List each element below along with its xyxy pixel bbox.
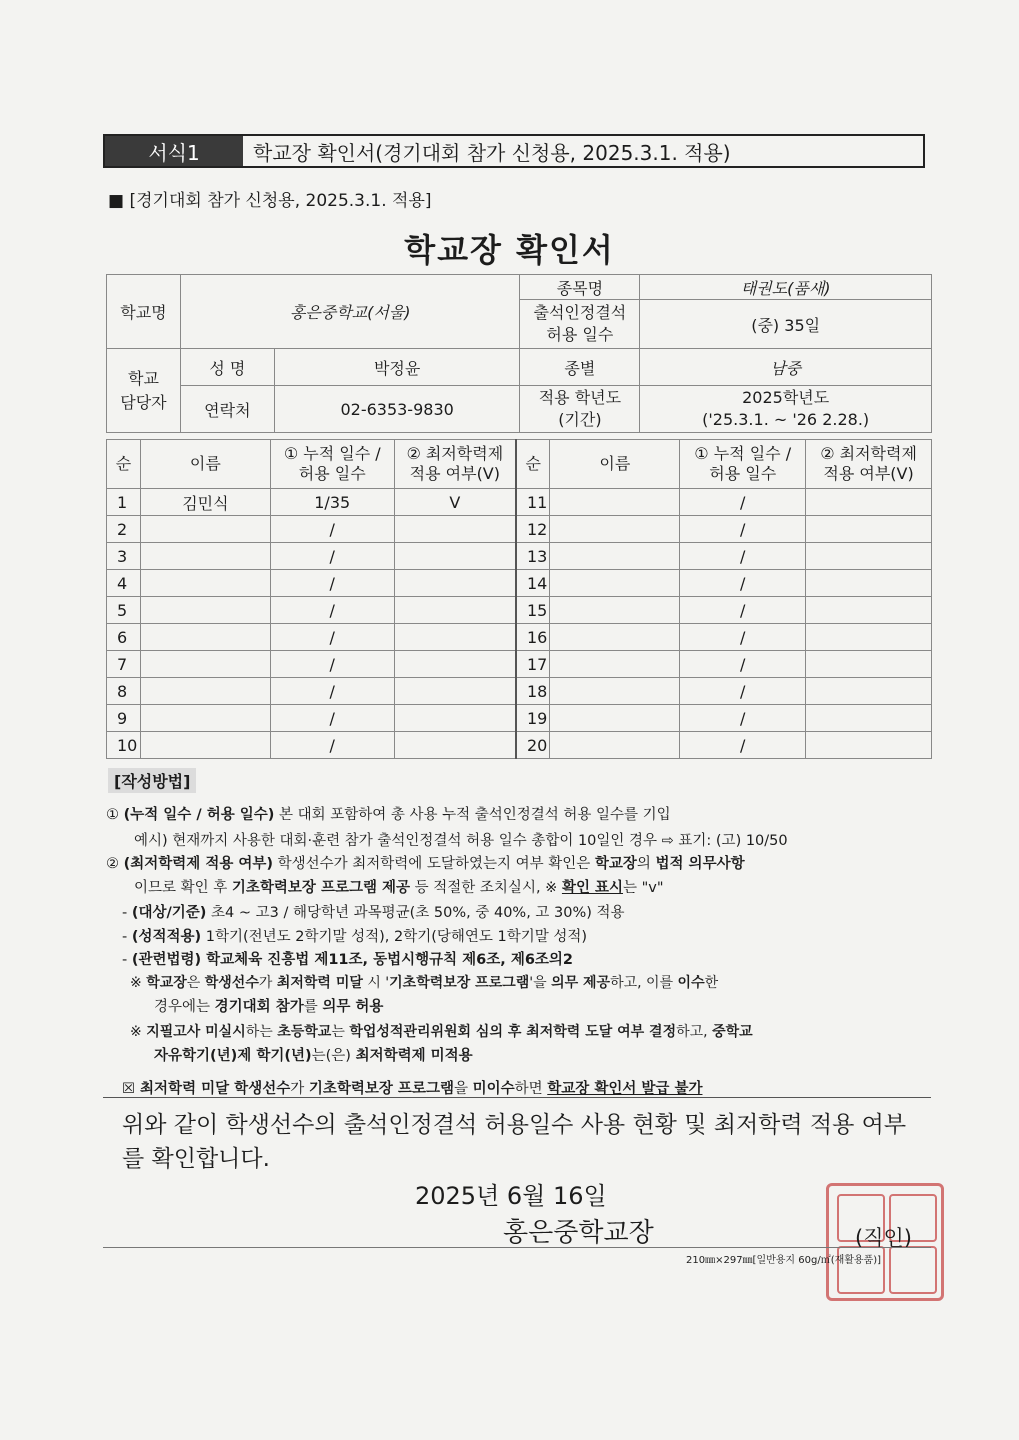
howto-10f: 학업성적관리위원회 심의 후 최저학력 도달 여부 결정 — [349, 1024, 677, 1040]
table-row — [107, 651, 932, 678]
cell-l-name — [140, 543, 270, 570]
howto-line-11 — [154, 1044, 473, 1065]
notice-a: 최저학력 미달 학생선수 — [135, 1081, 291, 1097]
col-min-right — [806, 440, 932, 489]
howto-7a: - — [122, 952, 132, 968]
cell-l-days: / — [270, 597, 394, 624]
notice-text — [122, 1077, 702, 1098]
cell-r-days: / — [680, 732, 806, 759]
howto-7b: (관련법령) 학교체육 진흥법 제11조, 동법시행규칙 제6조, 제6조의2 — [131, 952, 574, 968]
col-no-left: 순 — [107, 440, 141, 489]
cell-r-name — [550, 651, 680, 678]
cell-l-min: V — [394, 489, 516, 516]
name-value: 박정윤 — [274, 349, 520, 386]
col-days-right-1: ① 누적 일수 / — [694, 444, 792, 463]
cell-l-days: / — [270, 543, 394, 570]
cell-l-days: 1/35 — [270, 489, 394, 516]
school-value: 홍은중학교(서울) — [180, 275, 520, 349]
cell-l-no: 5 — [107, 597, 141, 624]
notice-c: 기초학력보장 프로그램 — [308, 1081, 454, 1097]
cell-l-min — [394, 570, 516, 597]
cell-r-name — [550, 489, 680, 516]
howto-8h: 기초학력보장 프로그램 — [389, 975, 530, 991]
year-value-2: ('25.3.1. ~ '26 2.28.) — [702, 410, 870, 429]
howto-5a: - — [122, 905, 132, 921]
cell-r-min — [806, 489, 932, 516]
form-title: 학교장 확인서(경기대회 참가 신청용, 2025.3.1. 적용) — [253, 140, 731, 165]
cell-r-name — [550, 678, 680, 705]
howto-5b: (대상/기준) — [131, 905, 207, 921]
table-row — [107, 705, 932, 732]
cell-r-days: / — [680, 570, 806, 597]
howto-2-text: 학생선수가 최저학력에 도달하였는지 여부 확인은 — [273, 856, 595, 872]
col-days-left-1: ① 누적 일수 / — [283, 444, 381, 463]
cell-r-no: 14 — [516, 570, 550, 597]
cell-r-days: / — [680, 543, 806, 570]
issue-date: 2025년 6월 16일 — [415, 1182, 607, 1210]
cell-r-min — [806, 597, 932, 624]
principal-name: 홍은중학교장 — [503, 1218, 654, 1248]
howto-6a: - — [122, 929, 132, 945]
notice-e: 미이수 — [472, 1081, 515, 1097]
circled-2: ② — [106, 856, 124, 872]
cell-l-min — [394, 543, 516, 570]
cell-r-no: 16 — [516, 624, 550, 651]
sub-header: ■ [경기대회 참가 신청용, 2025.3.1. 적용] — [108, 191, 432, 211]
cell-r-min — [806, 624, 932, 651]
contact-value: 02-6353-9830 — [274, 386, 520, 433]
event-value: 태권도(품새) — [640, 275, 932, 300]
cell-l-no: 9 — [107, 705, 141, 732]
cell-r-days: / — [680, 489, 806, 516]
howto-line-8 — [130, 972, 718, 992]
form-header — [103, 134, 925, 168]
howto-9c: 를 — [303, 999, 323, 1015]
cell-r-days: / — [680, 624, 806, 651]
table-row — [107, 516, 932, 543]
cell-r-name — [550, 705, 680, 732]
howto-8m: 한 — [704, 975, 719, 991]
year-value-1: 2025학년도 — [742, 388, 830, 407]
col-no-right: 순 — [516, 440, 550, 489]
howto-line-4 — [134, 876, 664, 897]
howto-line-9 — [154, 995, 383, 1016]
cell-l-name — [140, 570, 270, 597]
col-name-left: 이름 — [140, 440, 270, 489]
cell-r-no: 17 — [516, 651, 550, 678]
cell-r-name — [550, 570, 680, 597]
col-min-left-2: 적용 여부(V) — [409, 464, 500, 483]
howto-8c: 은 — [186, 975, 205, 991]
cell-l-no: 7 — [107, 651, 141, 678]
cell-l-name — [140, 678, 270, 705]
cell-r-days: / — [680, 678, 806, 705]
howto-8d: 학생선수 — [204, 975, 259, 991]
cell-l-name — [140, 732, 270, 759]
howto-2-of: 의 — [636, 856, 656, 872]
cell-l-days: / — [270, 624, 394, 651]
year-label — [520, 386, 640, 433]
name-label: 성 명 — [180, 349, 274, 386]
table-row — [107, 570, 932, 597]
cell-r-no: 19 — [516, 705, 550, 732]
howto-line-6 — [122, 925, 587, 946]
cell-r-name — [550, 732, 680, 759]
year-value — [640, 386, 932, 433]
cell-l-min — [394, 732, 516, 759]
howto-4a: 이므로 확인 후 — [134, 880, 232, 896]
cell-l-min — [394, 651, 516, 678]
cell-l-days: / — [270, 651, 394, 678]
cell-r-min — [806, 651, 932, 678]
cell-l-name — [140, 651, 270, 678]
students-table — [106, 439, 932, 759]
cell-l-days: / — [270, 705, 394, 732]
cell-r-days: / — [680, 516, 806, 543]
circled-1: ① — [106, 807, 124, 823]
cell-l-min — [394, 624, 516, 651]
cell-l-min — [394, 705, 516, 732]
howto-line-7 — [122, 948, 573, 969]
cell-l-days: / — [270, 732, 394, 759]
notice-icon: ☒ — [122, 1081, 135, 1097]
category-value: 남중 — [640, 349, 932, 386]
cell-l-min — [394, 516, 516, 543]
cell-r-no: 15 — [516, 597, 550, 624]
howto-2-duty: 법적 의무사항 — [655, 856, 745, 872]
paper-spec: 210㎜×297㎜[일반용지 60g/㎡(재활용품)] — [686, 1255, 882, 1266]
cell-r-days: / — [680, 651, 806, 678]
howto-2-principal: 학교장 — [594, 856, 637, 872]
col-min-right-1: ② 최저학력제 — [820, 444, 917, 463]
col-days-right — [680, 440, 806, 489]
howto-10e: 는 — [331, 1024, 350, 1040]
info-table — [106, 274, 932, 433]
cell-l-no: 1 — [107, 489, 141, 516]
students-body — [107, 489, 932, 759]
form-number: 서식1 — [105, 136, 243, 166]
table-row — [107, 597, 932, 624]
cell-r-no: 12 — [516, 516, 550, 543]
howto-4c: 등 적절한 조치실시, ※ — [410, 880, 562, 896]
howto-10d: 초등학교 — [277, 1024, 332, 1040]
howto-8f: 최저학력 미달 — [276, 975, 363, 991]
seal-label: (직인) — [855, 1226, 912, 1250]
howto-4e: 는 "v" — [623, 880, 664, 896]
howto-9b: 경기대회 참가 — [214, 999, 304, 1015]
howto-8k: 하고, 이를 — [610, 975, 678, 991]
howto-11b: 는(은) — [311, 1048, 356, 1064]
howto-8l: 이수 — [677, 975, 705, 991]
cell-l-days: / — [270, 678, 394, 705]
document-title: 학교장 확인서 — [404, 231, 615, 269]
cell-l-no: 8 — [107, 678, 141, 705]
cell-r-no: 20 — [516, 732, 550, 759]
howto-10b: 지필고사 미실시 — [146, 1024, 246, 1040]
cell-r-min — [806, 705, 932, 732]
category-label: 종별 — [520, 349, 640, 386]
cell-l-no: 10 — [107, 732, 141, 759]
table-row — [107, 543, 932, 570]
col-days-left-2: 허용 일수 — [298, 464, 366, 483]
howto-10a: ※ — [130, 1024, 147, 1040]
howto-8g: 시 ' — [362, 975, 390, 991]
school-label: 학교명 — [107, 275, 181, 349]
cell-r-min — [806, 570, 932, 597]
howto-9a: 경우에는 — [154, 999, 215, 1015]
cell-l-name — [140, 597, 270, 624]
howto-line-1 — [106, 803, 671, 824]
notice-g: 학교장 확인서 발급 불가 — [547, 1081, 703, 1097]
notice-f: 하면 — [514, 1081, 548, 1097]
cell-l-min — [394, 597, 516, 624]
howto-8e: 가 — [258, 975, 277, 991]
cell-r-days: / — [680, 705, 806, 732]
cell-l-name — [140, 516, 270, 543]
bottom-rule — [103, 1247, 931, 1248]
howto-8b: 학교장 — [146, 975, 187, 991]
howto-4d: 확인 표시 — [561, 880, 624, 896]
howto-10g: 하고, — [676, 1024, 713, 1040]
howto-11a: 자유학기(년)제 학기(년) — [154, 1048, 312, 1064]
howto-1-text: 본 대회 포함하여 총 사용 누적 출석인정결석 허용 일수를 기입 — [274, 807, 671, 823]
cell-l-name — [140, 624, 270, 651]
howto-line-2: 예시) 현재까지 사용한 대회·훈련 참가 출석인정결석 허용 일수 총합이 10일인 경우 ⇨ 표기: (고) 10/50 — [134, 833, 788, 849]
notice-d: 을 — [453, 1081, 473, 1097]
cell-r-days: / — [680, 597, 806, 624]
col-min-left-1: ② 최저학력제 — [406, 444, 504, 463]
howto-10h: 중학교 — [712, 1024, 753, 1040]
cell-r-name — [550, 543, 680, 570]
attendance-value: (중) 35일 — [640, 300, 932, 349]
table-row — [107, 732, 932, 759]
year-label-1: 적용 학년도 — [538, 388, 622, 407]
cell-l-no: 4 — [107, 570, 141, 597]
cell-l-name — [140, 705, 270, 732]
howto-4b: 기초학력보장 프로그램 제공 — [231, 880, 411, 896]
cell-l-days: / — [270, 570, 394, 597]
cell-r-min — [806, 732, 932, 759]
attendance-label — [520, 300, 640, 349]
cell-l-name: 김민식 — [140, 489, 270, 516]
col-days-right-2: 허용 일수 — [709, 464, 777, 483]
table-row — [107, 624, 932, 651]
howto-11c: 최저학력제 미적용 — [355, 1048, 473, 1064]
cell-l-days: / — [270, 516, 394, 543]
table-row — [107, 678, 932, 705]
cell-l-min — [394, 678, 516, 705]
manager-label-1: 학교 — [127, 368, 159, 388]
howto-5c: 초4 ~ 고3 / 해당학년 과목평균(초 50%, 중 40%, 고 30%) 적용 — [206, 905, 625, 921]
students-header-row — [107, 440, 932, 489]
howto-6b: (성적적용) — [131, 929, 202, 945]
col-days-left — [270, 440, 394, 489]
attendance-label-2: 허용 일수 — [546, 325, 614, 344]
cell-l-no: 6 — [107, 624, 141, 651]
cell-r-no: 11 — [516, 489, 550, 516]
attendance-label-1: 출석인정결석 — [533, 303, 627, 322]
cell-r-name — [550, 597, 680, 624]
howto-9d: 의무 허용 — [322, 999, 384, 1015]
col-min-right-2: 적용 여부(V) — [823, 464, 914, 483]
howto-10c: 하는 — [245, 1024, 278, 1040]
howto-line-5 — [122, 901, 625, 922]
howto-title: [작성방법] — [108, 768, 196, 793]
year-label-2: (기간) — [558, 410, 602, 429]
cell-l-no: 3 — [107, 543, 141, 570]
contact-label: 연락처 — [180, 386, 274, 433]
howto-8j: 의무 제공 — [551, 975, 611, 991]
howto-line-10 — [130, 1021, 753, 1041]
cell-l-no: 2 — [107, 516, 141, 543]
table-row — [107, 489, 932, 516]
cell-r-min — [806, 543, 932, 570]
cell-r-no: 18 — [516, 678, 550, 705]
cell-r-name — [550, 624, 680, 651]
cell-r-name — [550, 516, 680, 543]
howto-8i: '을 — [529, 975, 552, 991]
howto-2-title: (최저학력제 적용 여부) — [123, 856, 274, 872]
cell-r-min — [806, 516, 932, 543]
howto-8a: ※ — [130, 975, 147, 991]
confirm-text: 위와 같이 학생선수의 출석인정결석 허용일수 사용 현황 및 최저학력 적용 여부를 확인합니다. — [122, 1112, 907, 1172]
howto-1-title: (누적 일수 / 허용 일수) — [123, 807, 275, 823]
howto-6c: 1학기(전년도 2학기말 성적), 2학기(당해연도 1학기말 성적) — [201, 929, 588, 945]
cell-r-no: 13 — [516, 543, 550, 570]
notice-b: 가 — [290, 1081, 309, 1097]
event-label: 종목명 — [520, 275, 640, 300]
seal-glyph — [889, 1246, 937, 1294]
manager-label-2: 담당자 — [120, 392, 167, 412]
howto-line-3 — [106, 852, 745, 873]
manager-label — [107, 349, 181, 433]
col-min-left — [394, 440, 516, 489]
col-name-right: 이름 — [550, 440, 680, 489]
cell-r-min — [806, 678, 932, 705]
